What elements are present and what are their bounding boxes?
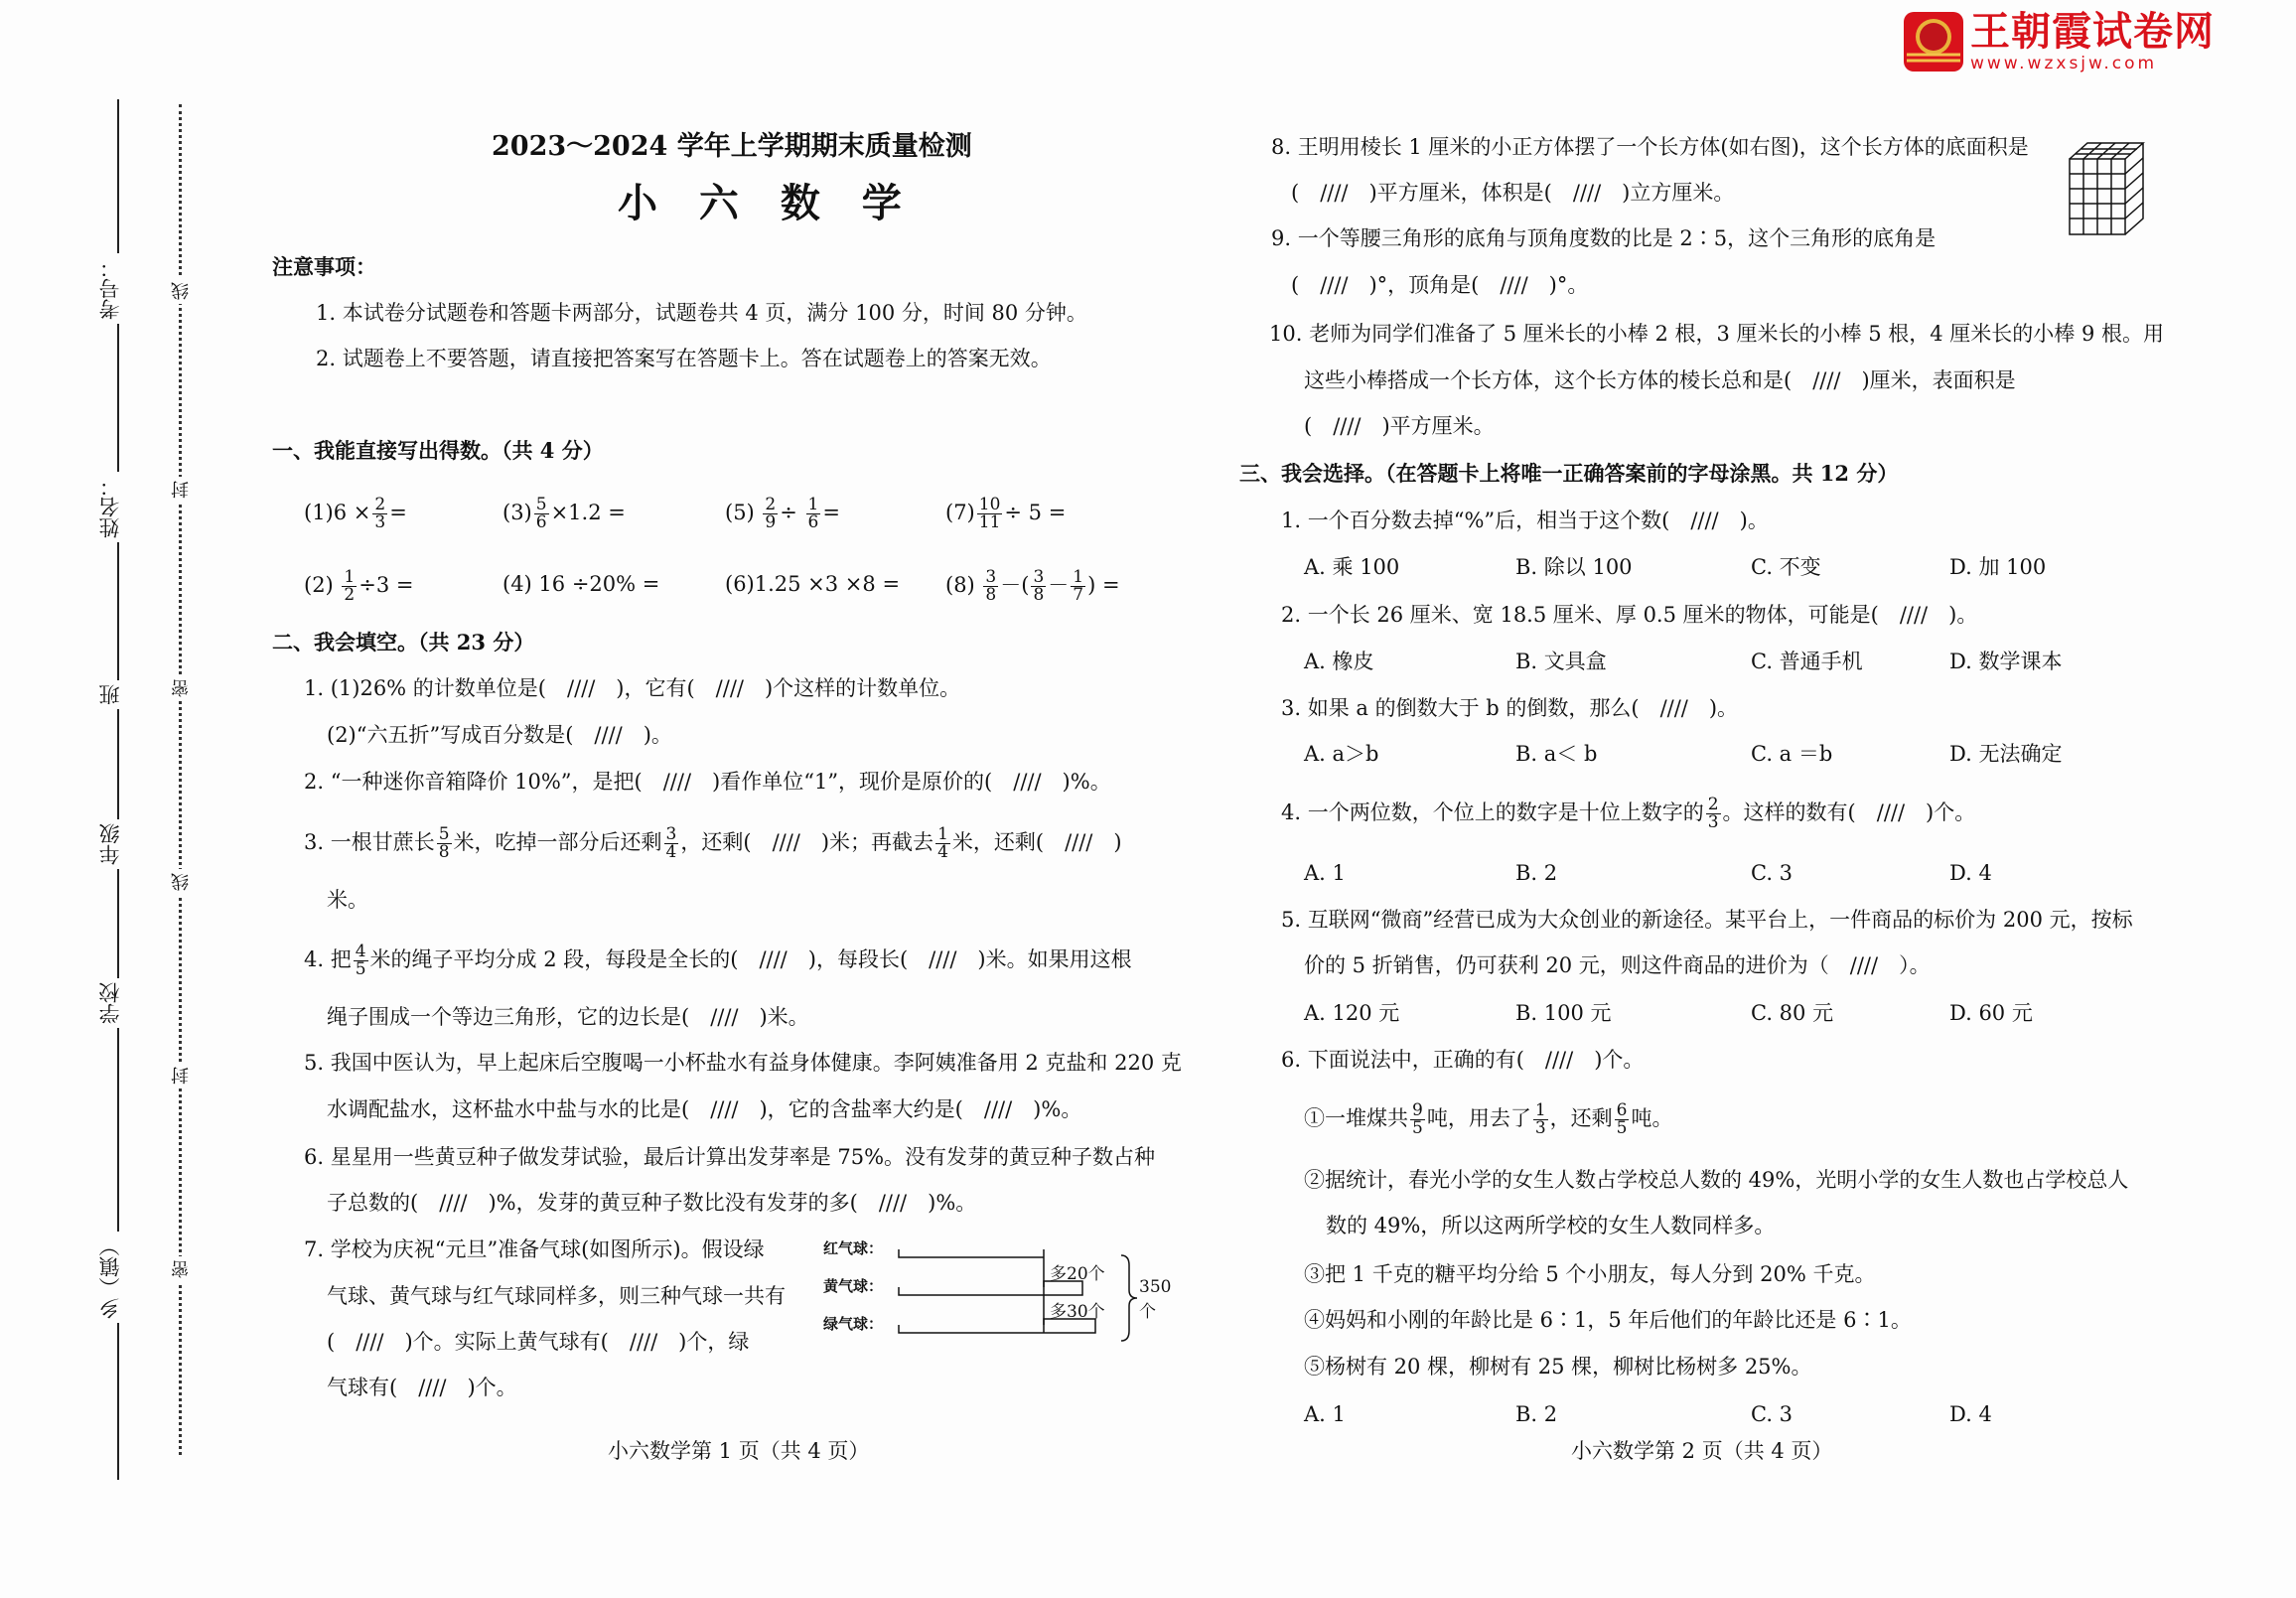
text: ，还剩 (1549, 1106, 1613, 1130)
denominator: 5 (355, 959, 366, 979)
text: 5. 互联网“微商”经营已成为大众创业的新途径。某平台上，一件商品的标价为 200 元，按标 (1281, 908, 2133, 932)
numerator: 5 (438, 824, 450, 844)
choice-option: C. 普通手机 (1751, 650, 1863, 673)
binding-dotted-line (179, 104, 182, 1455)
text: 4. 一个两位数，个位上的数字是十位上数字的 (1281, 800, 1704, 824)
text: 价的 5 折销售，仍可获利 20 元，则这件商品的进价为（ //// ）。 (1304, 953, 1931, 977)
red-balloon-label: 红气球： (823, 1239, 884, 1257)
fraction (763, 497, 778, 531)
calc-item (304, 569, 413, 604)
text: 气球有( //// )个。 (327, 1376, 517, 1399)
numerator: 9 (1412, 1100, 1423, 1120)
choice-option: C. 3 (1751, 1402, 1794, 1426)
choice-option: C. 80 元 (1751, 1001, 1834, 1025)
text: ÷ (780, 501, 804, 524)
text: ( //// )°，顶角是( //// )°。 (1291, 273, 1589, 297)
fill-question-line (304, 673, 960, 703)
choice-question (1281, 905, 2133, 935)
text: ÷3 = (359, 573, 414, 597)
text: 气球、黄气球与红气球同样多，则三种气球一共有 (327, 1284, 786, 1308)
text: ( //// )平方厘米。 (1304, 414, 1495, 438)
fill-question-line (327, 720, 672, 750)
text: 2. “一种迷你音箱降价 10%”，是把( //// )看作单位“1”，现价是原价的( //// )%。 (304, 770, 1111, 794)
text: 3. 一根甘蔗长 (304, 830, 435, 854)
fraction (664, 826, 679, 861)
text: (7) (945, 501, 975, 524)
denominator: 11 (978, 512, 1001, 532)
text: － (1048, 573, 1070, 597)
statement (1304, 1305, 1912, 1335)
numerator: 1 (344, 567, 356, 587)
choice-option: D. 加 100 (1949, 555, 2047, 579)
text: 8. 王明用棱长 1 厘米的小正方体摆了一个长方体(如右图)，这个长方体的底面积是 (1271, 135, 2029, 159)
balloon-bars (823, 1235, 1181, 1345)
fill-question-line (1291, 178, 1734, 208)
fill-question-line (1304, 411, 1495, 441)
text: －( (1000, 573, 1030, 597)
fraction (1533, 1102, 1548, 1137)
fill-question-line (327, 1327, 749, 1357)
fraction (1410, 1102, 1425, 1137)
choice-option: A. 橡皮 (1304, 650, 1374, 673)
section-2-title: 二、我会填空。（共 23 分） (272, 630, 535, 654)
choice-option: B. a＜ b (1515, 742, 1598, 766)
choice-option: A. 乘 100 (1304, 555, 1400, 579)
text: ④妈妈和小刚的年龄比是 6∶1，5 年后他们的年龄比还是 6∶1。 (1304, 1308, 1912, 1332)
denominator: 3 (1707, 812, 1719, 832)
more-20-label: 多20个 (1050, 1264, 1105, 1284)
numerator: 1 (937, 824, 948, 844)
field-name: 姓名： (95, 472, 125, 542)
fill-question-line (304, 1048, 1182, 1078)
text: 4. 把 (304, 947, 352, 971)
fill-question-line (327, 1188, 976, 1218)
fill-question-line (327, 1281, 786, 1311)
text: 6. 星星用一些黄豆种子做发芽试验，最后计算出发芽率是 75%。没有发芽的黄豆种子数占种 (304, 1145, 1156, 1169)
text: ②据统计，春光小学的女生人数占学校总人数的 49%，光明小学的女生人数也占学校总人 (1304, 1168, 2129, 1192)
calc-item (304, 497, 407, 531)
fraction (977, 497, 1003, 531)
choice-option: D. 4 (1949, 861, 1992, 885)
denominator: 8 (438, 842, 450, 862)
green-balloon-label: 绿气球： (823, 1315, 884, 1333)
numerator: 10 (978, 495, 1001, 514)
denominator: 7 (1073, 585, 1084, 605)
text: 吨，用去了 (1426, 1106, 1531, 1130)
choice-option: B. 除以 100 (1515, 555, 1633, 579)
fraction (935, 826, 950, 861)
numerator: 2 (1707, 795, 1719, 814)
text: (3) (502, 501, 532, 524)
more-30-label: 多30个 (1050, 1302, 1105, 1322)
text: 10. 老师为同学们准备了 5 厘米长的小棒 2 根，3 厘米长的小棒 5 根，4 厘米长的小棒 9 根。用 (1269, 322, 2164, 346)
text: ) = (1087, 573, 1120, 597)
choice-question (1281, 1045, 1644, 1075)
denominator: 8 (1033, 585, 1045, 605)
statement (1304, 1165, 2128, 1195)
mark-secret: 密 (169, 675, 195, 701)
text: ③把 1 千克的糖平均分给 5 个小朋友，每人分到 20% 千克。 (1304, 1262, 1876, 1286)
mark-seal: 封 (169, 1063, 195, 1089)
numerator: 2 (374, 495, 386, 514)
calc-item (725, 497, 840, 531)
choice-question-cont (1304, 950, 1931, 980)
text: (2)“六五折”写成百分数是( //// )。 (327, 723, 672, 747)
fill-question-line (1304, 365, 2016, 395)
choice-option: A. 120 元 (1304, 1001, 1400, 1025)
notes-title: 注意事项： (272, 254, 376, 279)
choice-option: A. 1 (1304, 1402, 1346, 1426)
text: 1. 一个百分数去掉“%”后，相当于这个数( //// )。 (1281, 508, 1769, 532)
text: 米。 (327, 888, 368, 912)
choice-option: C. a ＝b (1751, 742, 1833, 766)
numerator: 5 (535, 495, 547, 514)
text: ( //// )个。实际上黄气球有( //// )个，绿 (327, 1330, 750, 1354)
mark-line: 线 (169, 278, 195, 304)
fill-question-line (1271, 132, 2029, 162)
text: ①一堆煤共 (1304, 1106, 1408, 1130)
numerator: 3 (1033, 567, 1045, 587)
text: (6)1.25 ×3 ×8 = (725, 572, 901, 596)
statement (1304, 1259, 1875, 1289)
choice-option: B. 2 (1515, 861, 1558, 885)
fill-question-line (1269, 319, 2164, 349)
calc-item (725, 569, 900, 599)
denominator: 6 (807, 512, 819, 532)
mark-line: 线 (169, 869, 195, 895)
mark-seal: 封 (169, 477, 195, 503)
section-3-title: 三、我会选择。（在答题卡上将唯一正确答案前的字母涂黑。共 12 分） (1239, 461, 1899, 486)
subject-title: 小 六 数 学 (618, 180, 916, 226)
calc-item (502, 569, 659, 599)
calc-item (502, 497, 626, 531)
fill-question-line (304, 1235, 765, 1264)
choice-option: D. 4 (1949, 1402, 1992, 1426)
fraction (534, 497, 549, 531)
denominator: 8 (985, 585, 997, 605)
choice-option: D. 数学课本 (1949, 650, 2063, 673)
calc-item (945, 497, 1066, 531)
denominator: 4 (665, 842, 677, 862)
choice-question (1281, 506, 1769, 535)
choice-option: C. 不变 (1751, 555, 1821, 579)
note: 2. 试题卷上不要答题，请直接把答案写在答题卡上。答在试题卷上的答案无效。 (316, 347, 1052, 370)
numerator: 1 (1534, 1100, 1546, 1120)
text: = (822, 501, 840, 524)
text: (5) (725, 501, 762, 524)
denominator: 3 (374, 512, 386, 532)
fraction (1031, 569, 1046, 604)
choice-option: B. 文具盒 (1515, 650, 1607, 673)
field-exam-number: 考号： (95, 253, 125, 324)
text: (8) (945, 573, 982, 597)
text: (1)6 × (304, 501, 371, 524)
choice-option: B. 100 元 (1515, 1001, 1612, 1025)
fraction (983, 569, 998, 604)
text: 子总数的( //// )%，发芽的黄豆种子数比没有发芽的多( //// )%。 (327, 1191, 977, 1215)
yellow-balloon-label: 黄气球： (823, 1277, 884, 1295)
text: 。这样的数有( //// )个。 (1722, 800, 1976, 824)
text: = (389, 501, 407, 524)
choice-option: C. 3 (1751, 861, 1794, 885)
calc-item (945, 569, 1120, 604)
logo-url: www.wzxsjw.com (1970, 54, 2158, 73)
fraction (1071, 569, 1085, 604)
denominator: 6 (535, 512, 547, 532)
text: ⑤杨树有 20 棵，柳树有 25 棵，柳树比杨树多 25%。 (1304, 1355, 1812, 1379)
logo-badge-icon (1903, 11, 1964, 73)
text: 这些小棒搭成一个长方体，这个长方体的棱长总和是( //// )厘米，表面积是 (1304, 368, 2016, 392)
field-grade: 年级 (95, 819, 125, 869)
text: 2. 一个长 26 厘米、宽 18.5 厘米、厚 0.5 厘米的物体，可能是( //// )。 (1281, 603, 1978, 627)
choice-question (1281, 693, 1738, 723)
text: 5. 我国中医认为，早上起床后空腹喝一小杯盐水有益身体健康。李阿姨准备用 2 克盐和 220 克 (304, 1051, 1182, 1075)
denominator: 9 (765, 512, 777, 532)
numerator: 2 (765, 495, 777, 514)
text: ÷ 5 = (1004, 501, 1067, 524)
cuboid-figure (2068, 139, 2147, 238)
fraction (372, 497, 387, 531)
text: (2) (304, 573, 341, 597)
denominator: 3 (1534, 1118, 1546, 1138)
text: 水调配盐水，这杯盐水中盐与水的比是( //// )，它的含盐率大约是( //// )%。 (327, 1097, 1082, 1121)
choice-option: A. 1 (1304, 861, 1346, 885)
fraction (1706, 797, 1721, 831)
fill-question-line (304, 944, 1132, 978)
numerator: 4 (355, 942, 366, 961)
choice-question (1281, 797, 1975, 831)
text: 3. 如果 a 的倒数大于 b 的倒数，那么( //// )。 (1281, 696, 1739, 720)
choice-option: D. 无法确定 (1949, 742, 2063, 766)
text: ×1.2 = (550, 501, 626, 524)
fraction (354, 944, 368, 978)
logo-name: 王朝霞试卷网 (1970, 9, 2215, 55)
field-class: 班 (95, 680, 125, 709)
fill-question-line (304, 826, 1122, 861)
denominator: 5 (1616, 1118, 1628, 1138)
numerator: 3 (985, 567, 997, 587)
text: 7. 学校为庆祝“元旦”准备气球(如图所示)。假设绿 (304, 1237, 765, 1261)
site-logo[interactable] (1903, 10, 2215, 73)
denominator: 4 (937, 842, 948, 862)
fraction (1615, 1102, 1630, 1137)
text: 1. (1)26% 的计数单位是( //// )，它有( //// )个这样的计数单位。 (304, 676, 961, 700)
fill-question-line (1291, 270, 1588, 300)
total-label: 350个 (1139, 1277, 1172, 1322)
fill-question-line (327, 1094, 1081, 1124)
numerator: 3 (665, 824, 677, 844)
text: 绳子围成一个等边三角形，它的边长是( //// )米。 (327, 1005, 809, 1029)
fill-question-line (327, 1002, 809, 1032)
text: (4) 16 ÷20% = (502, 572, 660, 596)
page-footer-left: 小六数学第 1 页（共 4 页） (608, 1439, 870, 1463)
text: ( //// )平方厘米，体积是( //// )立方厘米。 (1291, 181, 1735, 205)
choice-option: D. 60 元 (1949, 1001, 2033, 1025)
fraction (806, 497, 821, 531)
balloon-diagram (823, 1235, 1181, 1345)
numerator: 1 (1073, 567, 1084, 587)
text: 6. 下面说法中，正确的有( //// )个。 (1281, 1048, 1645, 1072)
text: 吨。 (1631, 1106, 1673, 1130)
fill-question-line (327, 1373, 517, 1402)
text: 米的绳子平均分成 2 段，每段是全长的( //// )，每段长( //// )米。如果用这根 (369, 947, 1132, 971)
numerator: 6 (1616, 1100, 1628, 1120)
text: 数的 49%，所以这两所学校的女生人数同样多。 (1326, 1214, 1776, 1237)
numerator: 1 (807, 495, 819, 514)
choice-option: B. 2 (1515, 1402, 1558, 1426)
statement (1304, 1352, 1812, 1381)
page-footer-right: 小六数学第 2 页（共 4 页） (1571, 1439, 1833, 1463)
field-school: 学校 (95, 978, 125, 1028)
fraction (342, 569, 357, 604)
text: 9. 一个等腰三角形的底角与顶角度数的比是 2∶5，这个三角形的底角是 (1271, 226, 1937, 250)
fraction (437, 826, 452, 861)
text: 米，还剩( //// ) (951, 830, 1122, 854)
text: 米，吃掉一部分后还剩 (453, 830, 662, 854)
fill-question-line (1271, 223, 1936, 253)
choice-question (1281, 600, 1977, 630)
denominator: 5 (1412, 1118, 1423, 1138)
text: ，还剩( //// )米；再截去 (680, 830, 934, 854)
mark-secret: 密 (169, 1256, 195, 1282)
choice-option: A. a＞b (1304, 742, 1379, 766)
fill-question-line (327, 885, 368, 915)
denominator: 2 (344, 585, 356, 605)
statement (1326, 1211, 1775, 1240)
statement (1304, 1102, 1672, 1137)
note: 1. 本试卷分试题卷和答题卡两部分，试题卷共 4 页，满分 100 分，时间 80 分钟。 (316, 301, 1087, 325)
field-town: 乡（镇） (95, 1232, 125, 1323)
fill-question-line (304, 1142, 1155, 1172)
fill-question-line (304, 767, 1111, 797)
section-1-title: 一、我能直接写出得数。（共 4 分） (272, 438, 604, 463)
exam-title: 2023～2024 学年上学期期末质量检测 (492, 131, 972, 162)
